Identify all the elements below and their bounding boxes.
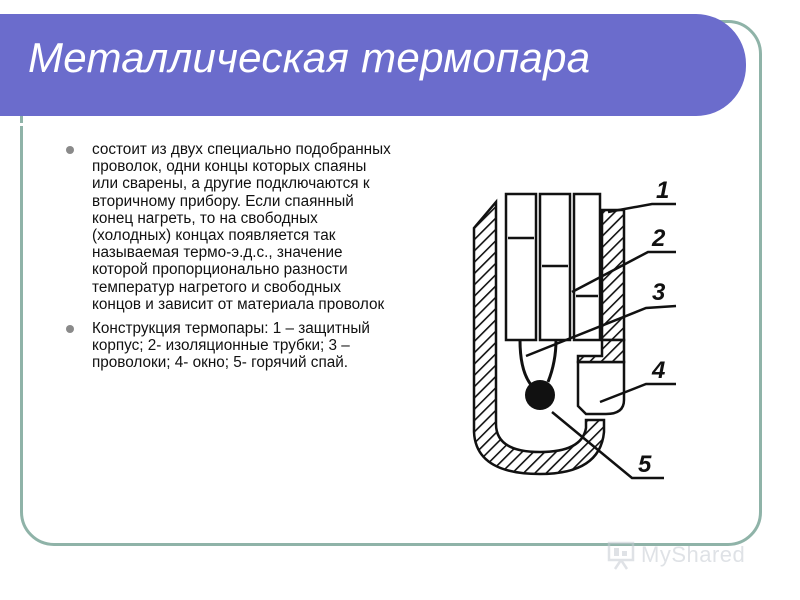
bullet-list (66, 141, 391, 379)
watermark (607, 538, 767, 572)
presentation-board-icon (607, 540, 635, 570)
bullet-item-description (66, 141, 391, 313)
thermocouple-diagram (456, 168, 680, 500)
slide-title: Металлическая термопара (28, 34, 591, 81)
title-underline (0, 123, 710, 126)
callout-label-3: 3 (652, 279, 666, 306)
insulating-tubes (506, 194, 600, 340)
callout-label-1: 1 (656, 177, 670, 204)
bullet-dot-icon (66, 146, 74, 154)
callout-label-4: 4 (652, 357, 666, 384)
bullet-text: Конструкция термопары: 1 – защитный корпус; 2- изоляционные трубки; 3 – проволоки; 4- окно; 5- горячий спай. (92, 320, 370, 372)
bullet-dot-icon (66, 325, 74, 333)
callout-label-2: 2 (652, 225, 666, 252)
callout-labels (638, 177, 669, 478)
bullet-item-construction (66, 320, 391, 372)
callout-label-5: 5 (638, 451, 652, 478)
watermark-text: MyShared (641, 542, 746, 567)
bullet-text: состоит из двух специально подобранных проволок, одни концы которых спаяны или сварены, а другие подключаются к вторичному прибору. Если спаянный конец нагреть, то на свободных (холодных) концах появляется так называемая термо-э.д.с., значение которой пропорционально разности температур нагретого и свободных концов и зависит от материала проволок (92, 141, 391, 313)
hot-junction (525, 380, 555, 410)
